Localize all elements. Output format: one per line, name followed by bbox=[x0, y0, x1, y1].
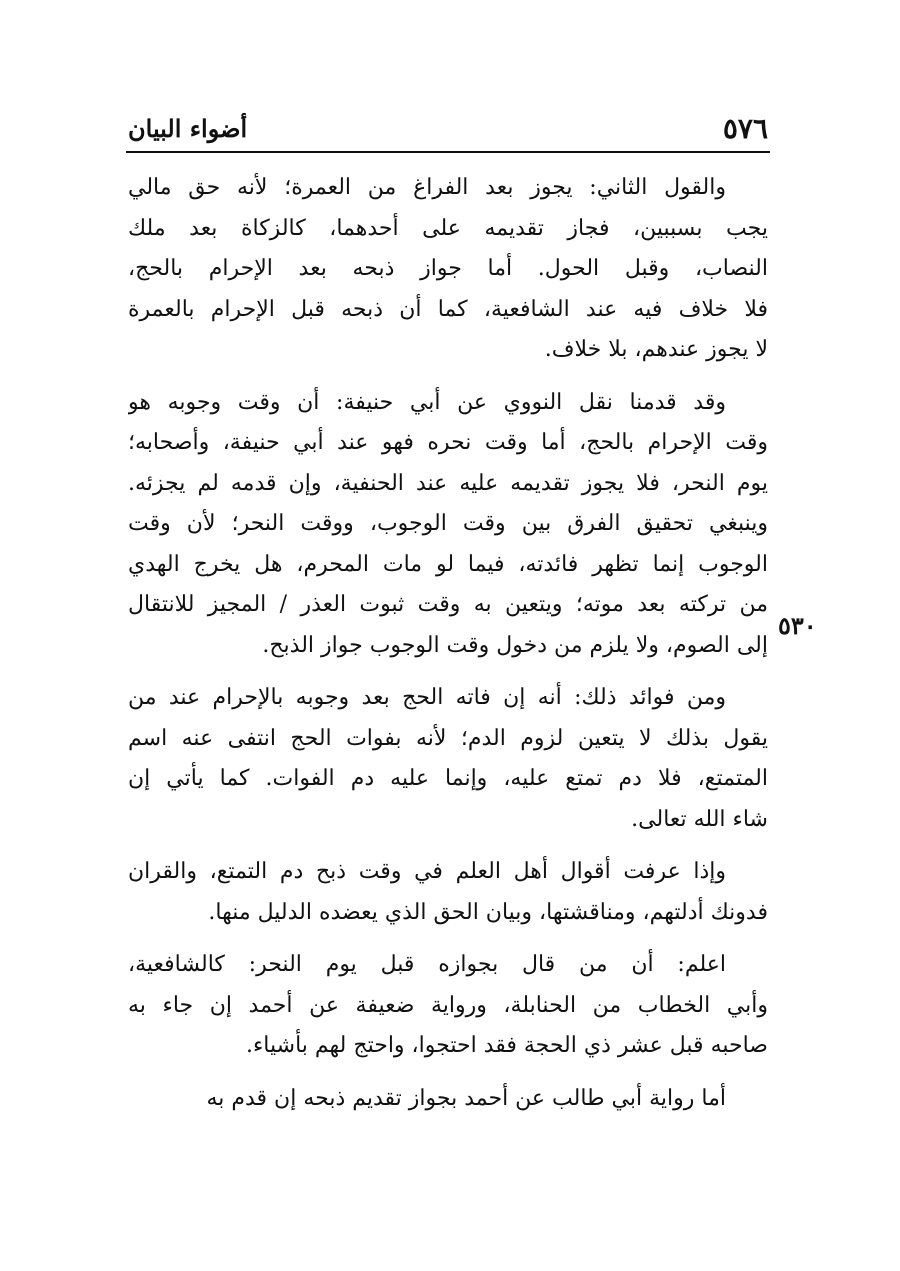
text-line: يجب بسببين، فجاز تقديمه على أحدهما، كالزكاة بعد ملك bbox=[128, 215, 768, 241]
paragraph bbox=[128, 383, 768, 667]
text-line: فدونك أدلتهم، ومناقشتها، وبيان الحق الذي يعضده الدليل منها. bbox=[208, 899, 768, 925]
text-line: يوم النحر، فلا يجوز تقديمه عليه عند الحنفية، وإن قدمه لم يجزئه. bbox=[128, 470, 768, 496]
paragraph bbox=[128, 678, 768, 840]
text-line: وقد قدمنا نقل النووي عن أبي حنيفة: أن وقت وجوبه هو bbox=[128, 389, 726, 415]
book-title: أضواء البيان bbox=[128, 114, 248, 143]
text-line: يقول بذلك لا يتعين لزوم الدم؛ لأنه بفوات الحج انتفى عنه اسم bbox=[128, 725, 768, 751]
text-line: اعلم: أن من قال بجوازه قبل يوم النحر: كالشافعية، bbox=[128, 952, 726, 977]
text-line: وقت الإحرام بالحج، أما وقت نحره فهو عند أبي حنيفة، وأصحابه؛ bbox=[128, 430, 768, 455]
text-line: المتمتع، فلا دم تمتع عليه، وإنما عليه دم الفوات. كما يأتي إن bbox=[128, 766, 768, 791]
text-line: لا يجوز عندهم، بلا خلاف. bbox=[544, 337, 768, 362]
paragraph bbox=[128, 852, 768, 933]
text-line: وأبي الخطاب من الحنابلة، ورواية ضعيفة عن أحمد إن جاء به bbox=[128, 992, 768, 1018]
text-line: والقول الثاني: يجوز بعد الفراغ من العمرة؛ لأنه حق مالي bbox=[128, 175, 726, 200]
text-line: أما رواية أبي طالب عن أحمد بجواز تقديم ذبحه إن قدم به bbox=[206, 1085, 726, 1111]
text-line: من تركته بعد موته؛ ويتعين به وقت ثبوت العذر / المجيز للانتقال bbox=[128, 592, 768, 617]
paragraph bbox=[128, 168, 768, 371]
paragraph bbox=[128, 1079, 768, 1120]
body-text bbox=[128, 168, 768, 1131]
running-header bbox=[128, 112, 768, 152]
text-line: النصاب، وقبل الحول. أما جواز ذبحه بعد الإحرام بالحج، bbox=[128, 256, 768, 281]
text-line: شاء الله تعالى. bbox=[631, 806, 768, 832]
text-line: ومن فوائد ذلك: أنه إن فاته الحج بعد وجوبه بالإحرام عند من bbox=[128, 685, 726, 710]
text-line: فلا خلاف فيه عند الشافعية، كما أن ذبحه قبل الإحرام بالعمرة bbox=[128, 296, 768, 322]
paragraph bbox=[128, 945, 768, 1067]
text-line: الوجوب إنما تظهر فائدته، فيما لو مات المحرم، هل يخرج الهدي bbox=[128, 551, 768, 577]
margin-page-marker: ٥٣٠ bbox=[778, 611, 817, 640]
page-number: ٥٧٦ bbox=[722, 112, 768, 145]
text-line: وينبغي تحقيق الفرق بين وقت الوجوب، ووقت النحر؛ لأن وقت bbox=[128, 511, 768, 536]
text-line: وإذا عرفت أقوال أهل العلم في وقت ذبح دم التمتع، والقران bbox=[128, 859, 726, 884]
text-line: صاحبه قبل عشر ذي الحجة فقد احتجوا، واحتج لهم بأشياء. bbox=[245, 1033, 768, 1058]
header-divider bbox=[126, 151, 770, 153]
text-line: إلى الصوم، ولا يلزم من دخول وقت الوجوب جواز الذبح. bbox=[262, 632, 768, 658]
